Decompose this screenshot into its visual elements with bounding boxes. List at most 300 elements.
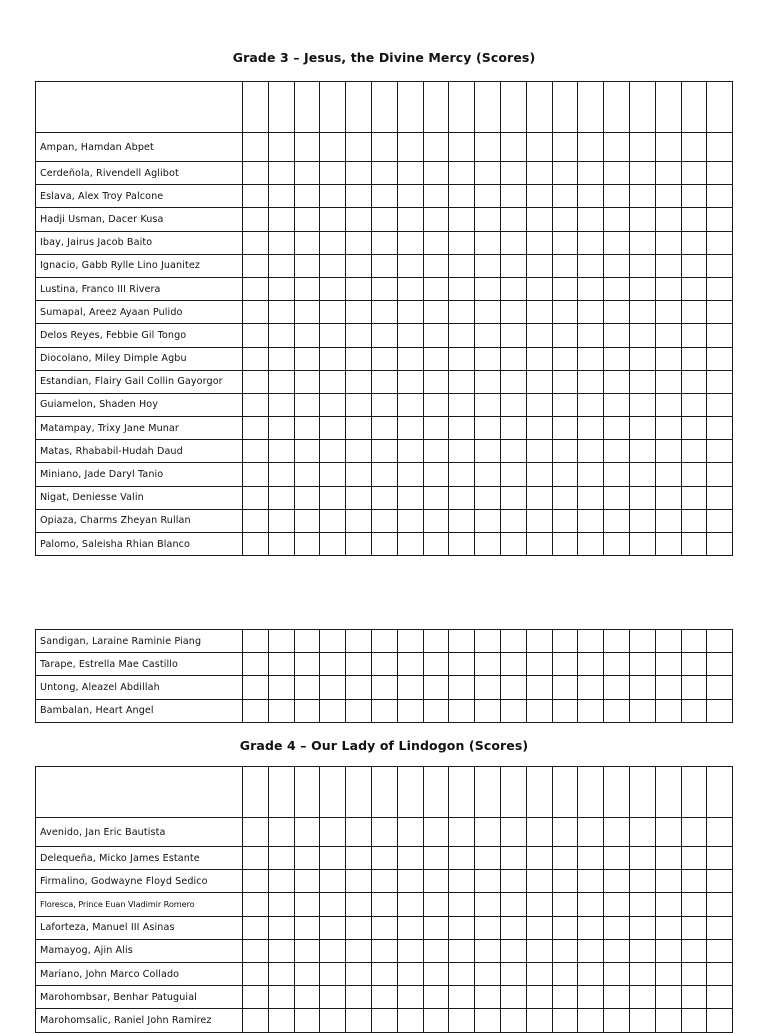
score-cell[interactable] [629, 870, 655, 893]
score-cell[interactable] [552, 277, 578, 300]
score-cell[interactable] [397, 486, 423, 509]
score-cell[interactable] [243, 417, 269, 440]
score-cell[interactable] [475, 301, 501, 324]
score-cell[interactable] [604, 893, 630, 916]
score-cell[interactable] [294, 393, 320, 416]
score-cell[interactable] [604, 916, 630, 939]
score-cell[interactable] [449, 440, 475, 463]
score-cell[interactable] [526, 254, 552, 277]
score-cell[interactable] [268, 986, 294, 1009]
score-cell[interactable] [707, 162, 733, 185]
score-cell[interactable] [243, 916, 269, 939]
score-cell[interactable] [629, 370, 655, 393]
score-cell[interactable] [268, 699, 294, 722]
score-cell[interactable] [397, 370, 423, 393]
score-cell[interactable] [500, 417, 526, 440]
score-cell[interactable] [655, 1009, 681, 1032]
score-cell[interactable] [707, 509, 733, 532]
score-cell[interactable] [655, 370, 681, 393]
score-cell[interactable] [320, 916, 346, 939]
score-cell[interactable] [475, 208, 501, 231]
score-cell[interactable] [629, 417, 655, 440]
score-cell[interactable] [371, 653, 397, 676]
score-cell[interactable] [500, 509, 526, 532]
score-cell[interactable] [371, 699, 397, 722]
score-cell[interactable] [371, 870, 397, 893]
score-cell[interactable] [655, 676, 681, 699]
score-cell[interactable] [500, 847, 526, 870]
score-cell[interactable] [578, 1009, 604, 1032]
score-cell[interactable] [578, 653, 604, 676]
score-cell[interactable] [578, 962, 604, 985]
score-cell[interactable] [655, 533, 681, 556]
score-cell[interactable] [655, 986, 681, 1009]
score-cell[interactable] [604, 870, 630, 893]
score-cell[interactable] [500, 1009, 526, 1032]
score-cell[interactable] [371, 301, 397, 324]
score-cell[interactable] [604, 370, 630, 393]
score-cell[interactable] [268, 847, 294, 870]
score-cell[interactable] [320, 393, 346, 416]
score-cell[interactable] [655, 486, 681, 509]
score-cell[interactable] [655, 324, 681, 347]
score-cell[interactable] [578, 440, 604, 463]
score-cell[interactable] [449, 324, 475, 347]
score-cell[interactable] [526, 185, 552, 208]
score-cell[interactable] [681, 162, 707, 185]
score-cell[interactable] [500, 986, 526, 1009]
score-cell[interactable] [371, 676, 397, 699]
score-cell[interactable] [681, 818, 707, 847]
score-cell[interactable] [423, 893, 449, 916]
score-cell[interactable] [681, 870, 707, 893]
score-cell[interactable] [475, 986, 501, 1009]
score-cell[interactable] [371, 962, 397, 985]
score-cell[interactable] [346, 818, 372, 847]
score-cell[interactable] [346, 870, 372, 893]
score-cell[interactable] [371, 370, 397, 393]
score-cell[interactable] [500, 630, 526, 653]
score-cell[interactable] [320, 533, 346, 556]
score-cell[interactable] [552, 162, 578, 185]
score-cell[interactable] [346, 208, 372, 231]
score-cell[interactable] [449, 208, 475, 231]
score-cell[interactable] [397, 417, 423, 440]
score-cell[interactable] [268, 208, 294, 231]
score-cell[interactable] [449, 347, 475, 370]
score-cell[interactable] [371, 277, 397, 300]
score-cell[interactable] [526, 699, 552, 722]
score-cell[interactable] [423, 847, 449, 870]
score-cell[interactable] [552, 486, 578, 509]
score-cell[interactable] [268, 185, 294, 208]
score-cell[interactable] [294, 133, 320, 162]
score-cell[interactable] [681, 254, 707, 277]
score-cell[interactable] [655, 847, 681, 870]
score-cell[interactable] [500, 393, 526, 416]
score-cell[interactable] [578, 939, 604, 962]
score-cell[interactable] [655, 962, 681, 985]
score-cell[interactable] [397, 818, 423, 847]
score-cell[interactable] [475, 277, 501, 300]
score-cell[interactable] [526, 133, 552, 162]
score-cell[interactable] [655, 393, 681, 416]
score-cell[interactable] [243, 986, 269, 1009]
score-cell[interactable] [320, 347, 346, 370]
score-cell[interactable] [268, 277, 294, 300]
score-cell[interactable] [500, 277, 526, 300]
score-cell[interactable] [707, 630, 733, 653]
score-cell[interactable] [578, 277, 604, 300]
score-cell[interactable] [526, 939, 552, 962]
score-cell[interactable] [578, 486, 604, 509]
score-cell[interactable] [578, 133, 604, 162]
score-cell[interactable] [397, 847, 423, 870]
score-cell[interactable] [526, 324, 552, 347]
score-cell[interactable] [243, 699, 269, 722]
score-cell[interactable] [655, 417, 681, 440]
score-cell[interactable] [681, 533, 707, 556]
score-cell[interactable] [397, 277, 423, 300]
score-cell[interactable] [371, 533, 397, 556]
score-cell[interactable] [629, 301, 655, 324]
score-cell[interactable] [449, 653, 475, 676]
score-cell[interactable] [294, 417, 320, 440]
score-cell[interactable] [526, 1009, 552, 1032]
score-cell[interactable] [707, 347, 733, 370]
score-cell[interactable] [475, 509, 501, 532]
score-cell[interactable] [578, 208, 604, 231]
score-cell[interactable] [475, 962, 501, 985]
score-cell[interactable] [243, 653, 269, 676]
score-cell[interactable] [552, 509, 578, 532]
score-cell[interactable] [500, 818, 526, 847]
score-cell[interactable] [423, 463, 449, 486]
score-cell[interactable] [552, 533, 578, 556]
score-cell[interactable] [552, 986, 578, 1009]
score-cell[interactable] [320, 986, 346, 1009]
score-cell[interactable] [552, 254, 578, 277]
score-cell[interactable] [346, 185, 372, 208]
score-cell[interactable] [681, 347, 707, 370]
score-cell[interactable] [681, 630, 707, 653]
score-cell[interactable] [629, 486, 655, 509]
score-cell[interactable] [397, 324, 423, 347]
score-cell[interactable] [604, 533, 630, 556]
score-cell[interactable] [707, 324, 733, 347]
score-cell[interactable] [371, 440, 397, 463]
score-cell[interactable] [294, 208, 320, 231]
score-cell[interactable] [475, 847, 501, 870]
score-cell[interactable] [243, 533, 269, 556]
score-cell[interactable] [604, 699, 630, 722]
score-cell[interactable] [707, 417, 733, 440]
score-cell[interactable] [371, 133, 397, 162]
score-cell[interactable] [655, 162, 681, 185]
score-cell[interactable] [397, 1009, 423, 1032]
score-cell[interactable] [320, 962, 346, 985]
score-cell[interactable] [320, 653, 346, 676]
score-cell[interactable] [604, 986, 630, 1009]
score-cell[interactable] [320, 870, 346, 893]
score-cell[interactable] [268, 324, 294, 347]
score-cell[interactable] [423, 393, 449, 416]
score-cell[interactable] [294, 486, 320, 509]
score-cell[interactable] [346, 653, 372, 676]
score-cell[interactable] [346, 277, 372, 300]
score-cell[interactable] [268, 962, 294, 985]
score-cell[interactable] [707, 533, 733, 556]
score-cell[interactable] [552, 916, 578, 939]
score-cell[interactable] [423, 185, 449, 208]
score-cell[interactable] [320, 231, 346, 254]
score-cell[interactable] [397, 962, 423, 985]
score-cell[interactable] [397, 986, 423, 1009]
score-cell[interactable] [371, 254, 397, 277]
score-cell[interactable] [243, 324, 269, 347]
score-cell[interactable] [243, 162, 269, 185]
score-cell[interactable] [707, 185, 733, 208]
score-cell[interactable] [578, 370, 604, 393]
score-cell[interactable] [449, 676, 475, 699]
score-cell[interactable] [294, 676, 320, 699]
score-cell[interactable] [449, 916, 475, 939]
score-cell[interactable] [629, 208, 655, 231]
score-cell[interactable] [629, 676, 655, 699]
score-cell[interactable] [243, 185, 269, 208]
score-cell[interactable] [397, 653, 423, 676]
score-cell[interactable] [552, 347, 578, 370]
score-cell[interactable] [500, 533, 526, 556]
score-cell[interactable] [268, 347, 294, 370]
score-cell[interactable] [500, 939, 526, 962]
score-cell[interactable] [268, 133, 294, 162]
score-cell[interactable] [268, 893, 294, 916]
score-cell[interactable] [371, 939, 397, 962]
score-cell[interactable] [423, 870, 449, 893]
score-cell[interactable] [655, 208, 681, 231]
score-cell[interactable] [294, 1009, 320, 1032]
score-cell[interactable] [604, 653, 630, 676]
score-cell[interactable] [423, 676, 449, 699]
score-cell[interactable] [449, 162, 475, 185]
score-cell[interactable] [449, 893, 475, 916]
score-cell[interactable] [500, 231, 526, 254]
score-cell[interactable] [320, 277, 346, 300]
score-cell[interactable] [604, 185, 630, 208]
score-cell[interactable] [449, 277, 475, 300]
score-cell[interactable] [629, 347, 655, 370]
score-cell[interactable] [475, 676, 501, 699]
score-cell[interactable] [243, 301, 269, 324]
score-cell[interactable] [707, 486, 733, 509]
score-cell[interactable] [552, 630, 578, 653]
score-cell[interactable] [346, 1009, 372, 1032]
score-cell[interactable] [526, 630, 552, 653]
score-cell[interactable] [681, 962, 707, 985]
score-cell[interactable] [655, 870, 681, 893]
score-cell[interactable] [423, 277, 449, 300]
score-cell[interactable] [320, 847, 346, 870]
score-cell[interactable] [681, 486, 707, 509]
score-cell[interactable] [500, 486, 526, 509]
score-cell[interactable] [578, 301, 604, 324]
score-cell[interactable] [578, 185, 604, 208]
score-cell[interactable] [526, 676, 552, 699]
score-cell[interactable] [655, 509, 681, 532]
score-cell[interactable] [500, 893, 526, 916]
score-cell[interactable] [526, 440, 552, 463]
score-cell[interactable] [423, 231, 449, 254]
score-cell[interactable] [268, 653, 294, 676]
score-cell[interactable] [578, 676, 604, 699]
score-cell[interactable] [629, 962, 655, 985]
score-cell[interactable] [346, 301, 372, 324]
score-cell[interactable] [243, 208, 269, 231]
score-cell[interactable] [500, 301, 526, 324]
score-cell[interactable] [629, 893, 655, 916]
score-cell[interactable] [707, 133, 733, 162]
score-cell[interactable] [243, 133, 269, 162]
score-cell[interactable] [604, 347, 630, 370]
score-cell[interactable] [552, 962, 578, 985]
score-cell[interactable] [681, 676, 707, 699]
score-cell[interactable] [346, 533, 372, 556]
score-cell[interactable] [243, 231, 269, 254]
score-cell[interactable] [346, 916, 372, 939]
score-cell[interactable] [346, 231, 372, 254]
score-cell[interactable] [294, 818, 320, 847]
score-cell[interactable] [655, 277, 681, 300]
score-cell[interactable] [681, 509, 707, 532]
score-cell[interactable] [629, 847, 655, 870]
score-cell[interactable] [346, 324, 372, 347]
score-cell[interactable] [346, 676, 372, 699]
score-cell[interactable] [552, 370, 578, 393]
score-cell[interactable] [604, 939, 630, 962]
score-cell[interactable] [397, 254, 423, 277]
score-cell[interactable] [655, 939, 681, 962]
score-cell[interactable] [475, 653, 501, 676]
score-cell[interactable] [500, 347, 526, 370]
score-cell[interactable] [681, 893, 707, 916]
score-cell[interactable] [449, 630, 475, 653]
score-cell[interactable] [552, 324, 578, 347]
score-cell[interactable] [552, 231, 578, 254]
score-cell[interactable] [423, 301, 449, 324]
score-cell[interactable] [578, 231, 604, 254]
score-cell[interactable] [500, 440, 526, 463]
score-cell[interactable] [243, 370, 269, 393]
score-cell[interactable] [629, 1009, 655, 1032]
score-cell[interactable] [371, 208, 397, 231]
score-cell[interactable] [268, 254, 294, 277]
score-cell[interactable] [526, 962, 552, 985]
score-cell[interactable] [604, 231, 630, 254]
score-cell[interactable] [655, 440, 681, 463]
score-cell[interactable] [707, 916, 733, 939]
score-cell[interactable] [552, 818, 578, 847]
score-cell[interactable] [604, 133, 630, 162]
score-cell[interactable] [526, 370, 552, 393]
score-cell[interactable] [243, 463, 269, 486]
score-cell[interactable] [346, 509, 372, 532]
score-cell[interactable] [475, 699, 501, 722]
score-cell[interactable] [268, 630, 294, 653]
score-cell[interactable] [294, 324, 320, 347]
score-cell[interactable] [371, 324, 397, 347]
score-cell[interactable] [707, 962, 733, 985]
score-cell[interactable] [500, 699, 526, 722]
score-cell[interactable] [552, 440, 578, 463]
score-cell[interactable] [346, 463, 372, 486]
score-cell[interactable] [475, 324, 501, 347]
score-cell[interactable] [423, 533, 449, 556]
score-cell[interactable] [423, 254, 449, 277]
score-cell[interactable] [320, 417, 346, 440]
score-cell[interactable] [449, 962, 475, 985]
score-cell[interactable] [475, 893, 501, 916]
score-cell[interactable] [604, 962, 630, 985]
score-cell[interactable] [449, 533, 475, 556]
score-cell[interactable] [294, 962, 320, 985]
score-cell[interactable] [475, 1009, 501, 1032]
score-cell[interactable] [604, 324, 630, 347]
score-cell[interactable] [604, 254, 630, 277]
score-cell[interactable] [475, 393, 501, 416]
score-cell[interactable] [629, 162, 655, 185]
score-cell[interactable] [655, 301, 681, 324]
score-cell[interactable] [604, 417, 630, 440]
score-cell[interactable] [320, 630, 346, 653]
score-cell[interactable] [500, 676, 526, 699]
score-cell[interactable] [320, 133, 346, 162]
score-cell[interactable] [475, 417, 501, 440]
score-cell[interactable] [346, 699, 372, 722]
score-cell[interactable] [294, 893, 320, 916]
score-cell[interactable] [707, 254, 733, 277]
score-cell[interactable] [294, 463, 320, 486]
score-cell[interactable] [604, 463, 630, 486]
score-cell[interactable] [346, 254, 372, 277]
score-cell[interactable] [423, 208, 449, 231]
score-cell[interactable] [320, 939, 346, 962]
score-cell[interactable] [294, 254, 320, 277]
score-cell[interactable] [578, 916, 604, 939]
score-cell[interactable] [243, 1009, 269, 1032]
score-cell[interactable] [526, 870, 552, 893]
score-cell[interactable] [449, 254, 475, 277]
score-cell[interactable] [681, 847, 707, 870]
score-cell[interactable] [629, 533, 655, 556]
score-cell[interactable] [423, 699, 449, 722]
score-cell[interactable] [526, 847, 552, 870]
score-cell[interactable] [243, 870, 269, 893]
score-cell[interactable] [526, 231, 552, 254]
score-cell[interactable] [707, 870, 733, 893]
score-cell[interactable] [578, 699, 604, 722]
score-cell[interactable] [629, 133, 655, 162]
score-cell[interactable] [475, 254, 501, 277]
score-cell[interactable] [475, 818, 501, 847]
score-cell[interactable] [629, 277, 655, 300]
score-cell[interactable] [655, 463, 681, 486]
score-cell[interactable] [526, 208, 552, 231]
score-cell[interactable] [397, 208, 423, 231]
score-cell[interactable] [578, 162, 604, 185]
score-cell[interactable] [681, 653, 707, 676]
score-cell[interactable] [604, 440, 630, 463]
